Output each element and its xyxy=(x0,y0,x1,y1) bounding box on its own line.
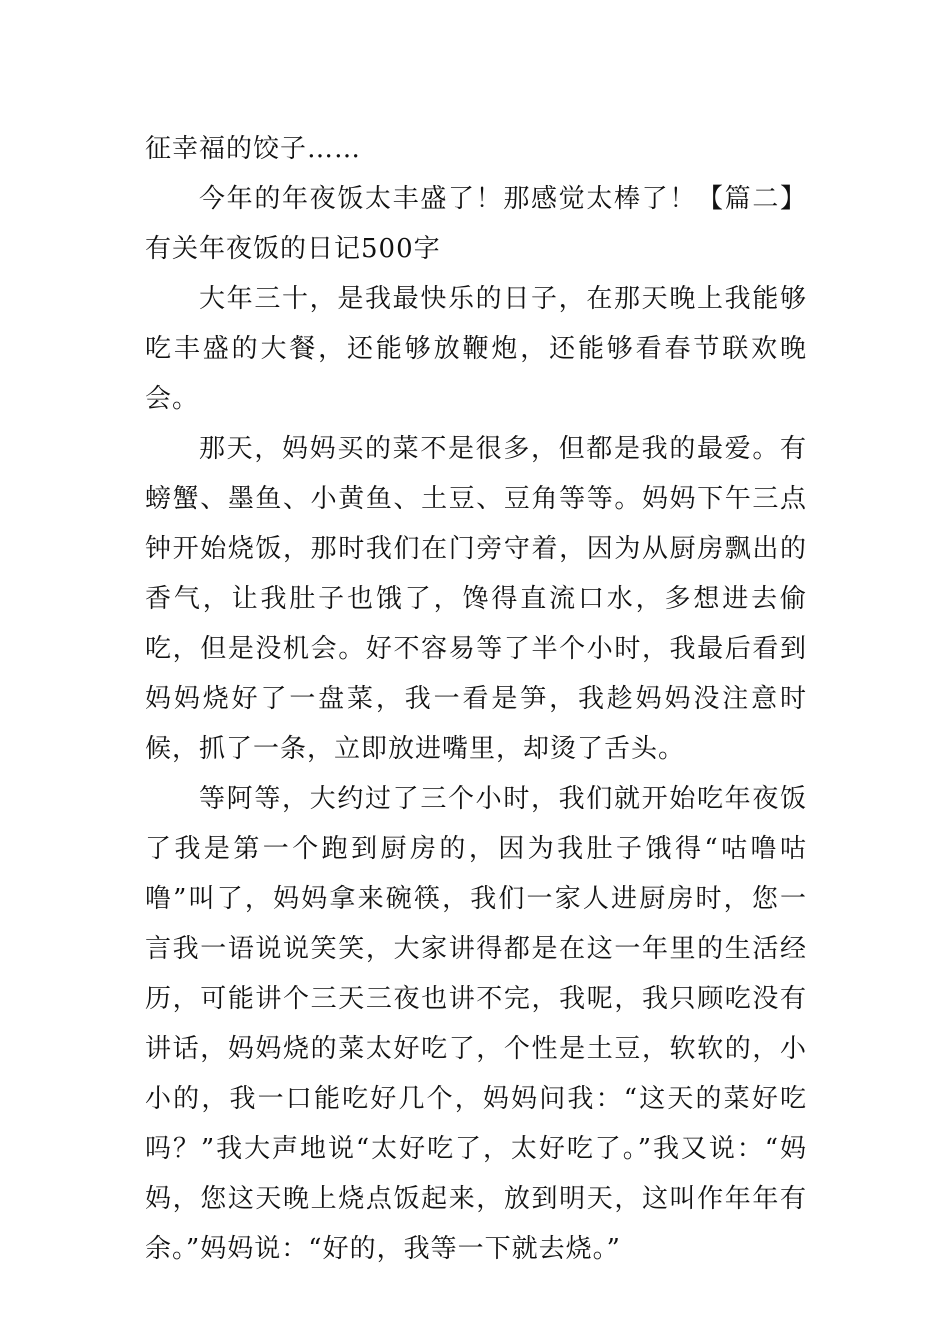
paragraph-new-year-dinner-summary: 今年的年夜饭太丰盛了！那感觉太棒了！【篇二】有关年夜饭的日记500字 xyxy=(145,184,807,264)
document-body xyxy=(145,124,807,1274)
paragraph-continuation: 征幸福的饺子…… xyxy=(145,134,362,164)
paragraph-new-years-eve: 大年三十，是我最快乐的日子，在那天晚上我能够吃丰盛的大餐，还能够放鞭炮，还能够看春节联欢晚会。 xyxy=(145,284,807,414)
paragraph-mom-cooking: 那天，妈妈买的菜不是很多，但都是我的最爱。有螃蟹、墨鱼、小黄鱼、土豆、豆角等等。妈妈下午三点钟开始烧饭，那时我们在门旁守着，因为从厨房飘出的香气，让我肚子也饿了，馋得直流口水，多想进去偷吃，但是没机会。好不容易等了半个小时，我最后看到妈妈烧好了一盘菜，我一看是笋，我趁妈妈没注意时候，抓了一条，立即放进嘴里，却烫了舌头。 xyxy=(145,434,807,764)
paragraph-family-dinner: 等阿等，大约过了三个小时，我们就开始吃年夜饭了我是第一个跑到厨房的，因为我肚子饿得“咕噜咕噜”叫了，妈妈拿来碗筷，我们一家人进厨房时，您一言我一语说说笑笑，大家讲得都是在这一年里的生活经历，可能讲个三天三夜也讲不完，我呢，我只顾吃没有讲话，妈妈烧的菜太好吃了，个性是土豆，软软的，小小的，我一口能吃好几个，妈妈问我：“这天的菜好吃吗？”我大声地说“太好吃了，太好吃了。”我又说：“妈妈，您这天晚上烧点饭起来，放到明天，这叫作年年有余。”妈妈说：“好的，我等一下就去烧。” xyxy=(145,784,807,1264)
